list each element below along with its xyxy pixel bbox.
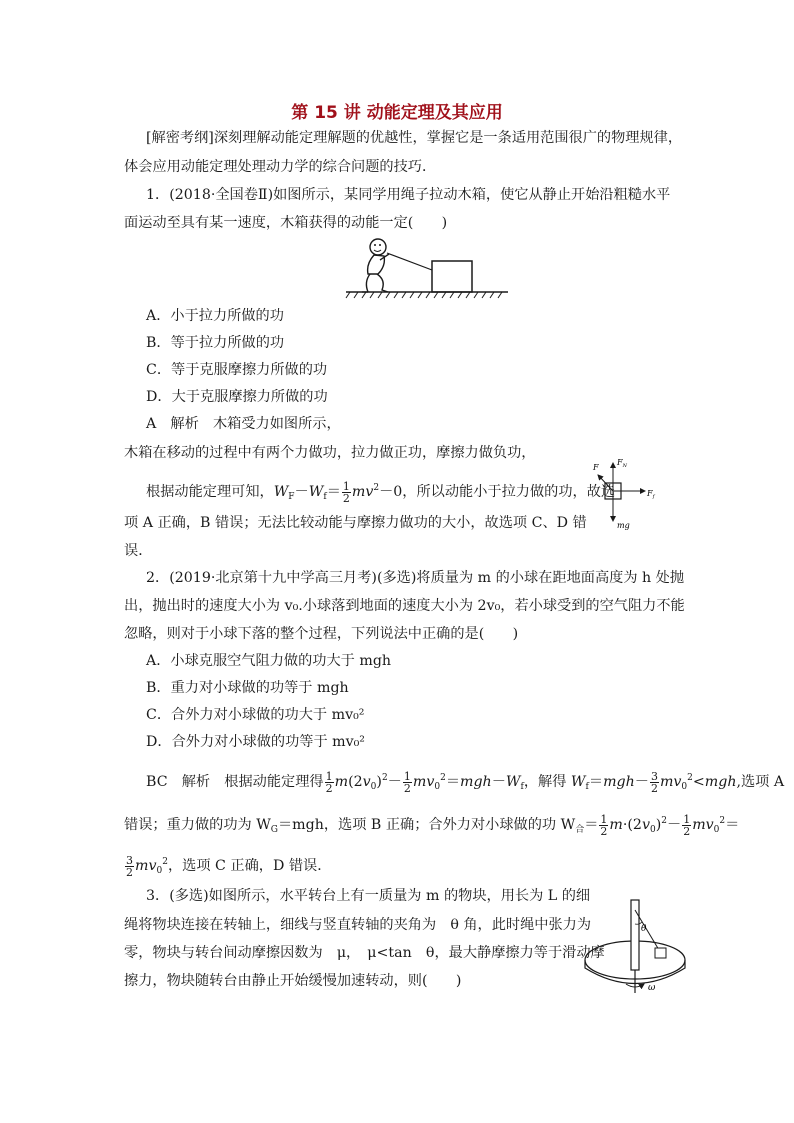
force-label-Ff: F xyxy=(647,489,653,498)
theta-label: θ xyxy=(641,924,647,934)
q2-solution-line-3-suffix: ，选项 C 正确，D 错误． xyxy=(167,858,332,874)
q2-option-b: B．重力对小球做的功等于 mgh xyxy=(146,680,349,696)
force-label-FN: F xyxy=(617,458,623,467)
q2-stem-line-1: 2．(2019·北京第十九中学高三月考)(多选)将质量为 m 的小球在距地面高度为 h 处抛 xyxy=(146,570,685,586)
svg-text:Ff xyxy=(646,489,656,500)
intro-line-2: 体会应用动能定理处理动力学的综合问题的技巧． xyxy=(124,159,437,175)
q2-solution-line-1-prefix: BC 解析 根据动能定理得 xyxy=(146,774,324,790)
force-label-F: F xyxy=(593,463,599,472)
q1-figure-person-pulling-box xyxy=(342,232,512,302)
omega-label: ω xyxy=(648,983,656,993)
force-label-mg: mg xyxy=(617,521,630,530)
q2-solution-line-3: $\frac{3}{2}$ $mv_0^2$，选项 C 正确，D 错误． xyxy=(126,853,332,879)
q1-force-diagram xyxy=(584,453,664,531)
q2-option-a: A．小球克服空气阻力做的功大于 mgh xyxy=(146,653,392,669)
q1-answer-line: A 解析 木箱受力如图所示， xyxy=(146,416,341,432)
q2-option-d: D．合外力对小球做的功等于 mv₀² xyxy=(146,734,365,750)
q3-figure-turntable xyxy=(580,898,690,1000)
q1-solution-line-2-suffix: －0，所以动能小于拉力做的功，故选 xyxy=(379,484,616,500)
q2-stem-line-2: 出，抛出时的速度大小为 v₀.小球落到地面的速度大小为 2v₀，若小球受到的空气阻力不能 xyxy=(124,598,685,614)
q3-stem-line-2: 绳将物块连接在转轴上，细线与竖直转轴的夹角为 θ 角，此时绳中张力为 xyxy=(124,917,592,933)
q2-stem-line-3: 忽略，则对于小球下落的整个过程，下列说法中正确的是( ) xyxy=(124,626,519,642)
q1-solution-line-2-prefix: 根据动能定理可知， xyxy=(146,484,274,500)
force-label-FN-sub: N xyxy=(622,463,627,469)
q1-option-b: B．等于拉力所做的功 xyxy=(146,335,285,351)
q1-option-c: C．等于克服摩擦力所做的功 xyxy=(146,362,328,378)
q1-solution-line-1: 木箱在移动的过程中有两个力做功，拉力做正功，摩擦力做负功， xyxy=(124,445,536,461)
q3-stem-line-1: 3．(多选)如图所示，水平转台上有一质量为 m 的物块，用长为 L 的细 xyxy=(146,888,591,904)
q2-solution-line-1-suffix: ,选项 A xyxy=(736,774,785,790)
q1-stem-line-1: 1．(2018·全国卷Ⅱ)如图所示，某同学用绳子拉动木箱，使它从静止开始沿粗糙水平 xyxy=(146,187,671,203)
q1-solution-line-4: 误． xyxy=(124,543,153,559)
intro-line-1: [解密考纲]深刻理解动能定理解题的优越性，掌握它是一条适用范围很广的物理规律， xyxy=(146,130,683,146)
q3-stem-line-3: 零，物块与转台间动摩擦因数为 μ， μ<tan θ，最大静摩擦力等于滑动摩 xyxy=(124,945,605,961)
svg-text:FN xyxy=(616,458,628,469)
q1-solution-line-2: 根据动能定理可知，$W_F-W_f=$ $\frac{1}{2}$ $mv^2-0$，所以动能小于拉力做的功，故选 xyxy=(146,479,616,505)
q2-solution-line-1: BC 解析 根据动能定理得 $\frac{1}{2}$ $m(2v_0)^2-$ $\frac{1}{2}$ $mv_0^2=mgh-W_f$，解得 $W_f=mgh-$ $\frac{3}{2}$ $mv_0^2<mgh$,选项 A xyxy=(146,769,785,795)
q1-option-a: A．小于拉力所做的功 xyxy=(146,308,284,324)
q1-stem-line-2: 面运动至具有某一速度，木箱获得的动能一定( ) xyxy=(124,215,448,231)
force-label-Ff-sub: f xyxy=(652,494,655,500)
page-title: 第 15 讲 动能定理及其应用 xyxy=(291,103,503,123)
fraction-one-half: $\frac{1}{2}$ xyxy=(342,479,350,505)
q3-stem-line-4: 擦力，物块随转台由静止开始缓慢加速转动，则( ) xyxy=(124,973,462,989)
q2-option-c: C．合外力对小球做的功大于 mv₀² xyxy=(146,707,365,723)
q1-option-d: D．大于克服摩擦力所做的功 xyxy=(146,389,328,405)
q2-solution-line-2-prefix: 错误；重力做的功为 W xyxy=(124,817,271,833)
q2-solution-line-2-middle: ＝mgh，选项 B 正确；合外力对小球做的功 W xyxy=(277,817,576,833)
q1-solution-line-3: 项 A 正确，B 错误；无法比较动能与摩擦力做功的大小，故选项 C、D 错 xyxy=(124,515,587,531)
q2-solution-line-2: 错误；重力做的功为 $W_G=mgh$，选项 B 正确；合外力对小球做的功 $W_合=$ $\frac{1}{2}$ $m\cdot(2v_0)^2-$ $\frac{1}{2}$ $mv_0^2=$ xyxy=(124,812,740,838)
